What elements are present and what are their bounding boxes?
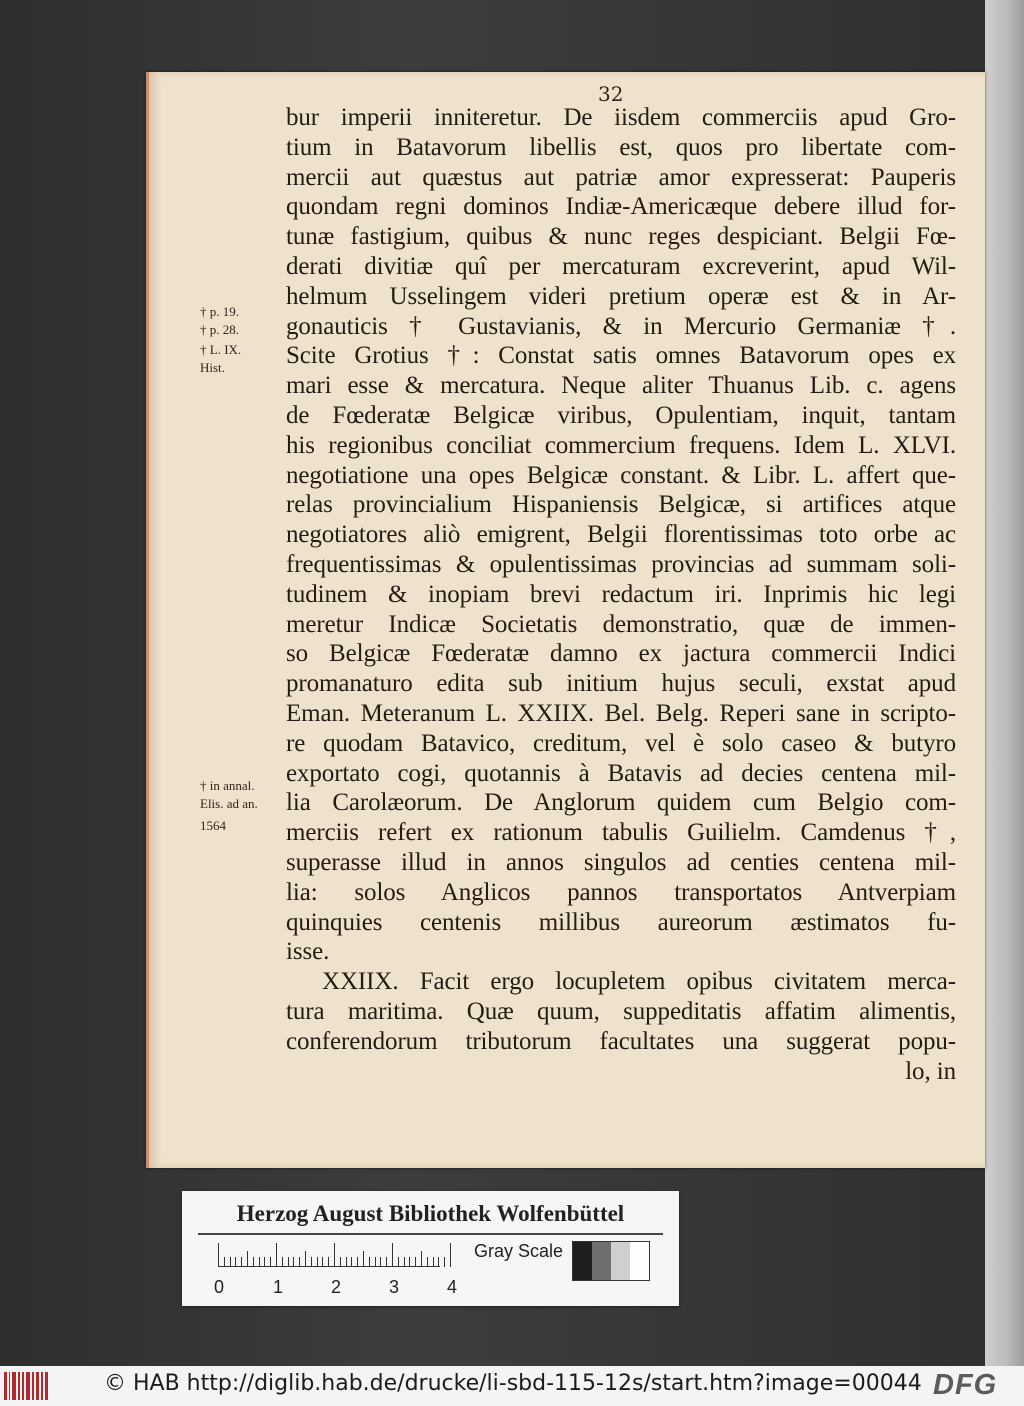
ruler-number-1: 1 xyxy=(273,1277,284,1297)
ruler-tick xyxy=(438,1257,439,1267)
ruler-tick xyxy=(305,1251,306,1267)
text-line: quondam regni dominos Indiæ-Americæque debere illud for- xyxy=(286,193,956,221)
text-line: XXIIX. Facit ergo locupletem opibus civitatem merca- xyxy=(322,968,956,996)
ruler-number-3: 3 xyxy=(389,1277,400,1297)
ruler-tick xyxy=(224,1257,225,1267)
ruler-tick xyxy=(235,1257,236,1267)
ruler-tick xyxy=(259,1257,260,1267)
text-line: bur imperii inniteretur. De iisdem commerciis apud Gro- xyxy=(286,104,956,131)
margin-note-5: † in annal. xyxy=(200,778,255,793)
ruler-tick xyxy=(282,1257,283,1267)
text-line: lia Carolæorum. De Anglorum quidem cum Belgio com- xyxy=(286,789,956,817)
text-line: tura maritima. Quæ quum, suppeditatis affatim alimentis, xyxy=(286,997,956,1025)
gray-swatch xyxy=(630,1242,649,1280)
ruler-tick xyxy=(398,1257,399,1267)
main-text-block xyxy=(286,103,956,1086)
text-line: re quodam Batavico, creditum, vel è solo caseo & butyro xyxy=(286,729,956,757)
text-line: his regionibus conciliat commercium frequens. Idem L. XLVI. xyxy=(286,431,956,459)
barcode-logo-icon xyxy=(4,1372,48,1400)
ruler-tick xyxy=(369,1257,370,1267)
text-line: so Belgicæ Fœderatæ damno ex jactura commercii Indici xyxy=(286,640,956,668)
margin-note-4: Hist. xyxy=(200,360,225,375)
adjacent-page-edge xyxy=(985,0,1024,1366)
ruler-tick xyxy=(317,1257,318,1267)
text-line: Scite Grotius †: Constat satis omnes Batavorum opes ex xyxy=(286,342,956,370)
text-line: mercii aut quæstus aut patriæ amor expresserat: Pauperis xyxy=(286,163,956,191)
text-line: tudinem & inopiam brevi redactum iri. Inprimis hic legi xyxy=(286,580,956,608)
text-line: promanaturo edita sub initium hujus seculi, exstat apud xyxy=(286,670,956,698)
ruler-tick xyxy=(230,1257,231,1267)
ruler-tick xyxy=(386,1257,387,1267)
ruler-tick xyxy=(270,1257,271,1267)
text-line: quinquies centenis millibus aureorum æstimatos fu- xyxy=(286,908,956,936)
ruler-tick xyxy=(433,1257,434,1267)
ruler-tick xyxy=(415,1257,416,1267)
ruler-tick xyxy=(363,1251,364,1267)
ruler-tick xyxy=(380,1257,381,1267)
color-calibration-card xyxy=(182,1191,679,1306)
gray-swatch xyxy=(573,1242,592,1280)
ruler-tick xyxy=(427,1257,428,1267)
text-line: negotiatores aliò emigrent, Belgii florentissimas toto orbe ac xyxy=(286,521,956,549)
text-line: exportato cogi, quotannis à Batavis ad decies centena mil- xyxy=(286,759,956,787)
gray-swatch xyxy=(592,1242,611,1280)
text-line: gonauticis † Gustavianis, & in Mercurio Germaniæ †. xyxy=(286,312,956,340)
ruler-tick xyxy=(328,1257,329,1267)
ruler-tick xyxy=(218,1243,219,1267)
text-line: relas provincialium Hispaniensis Belgicæ, si artifices atque xyxy=(286,491,956,519)
text-line: derati divitiæ quî per mercaturam excreverint, apud Wil- xyxy=(286,252,956,280)
ruler-tick xyxy=(375,1257,376,1267)
ruler-number-0: 0 xyxy=(214,1277,225,1297)
ruler-tick xyxy=(322,1257,323,1267)
ruler-tick xyxy=(288,1257,289,1267)
ruler-tick xyxy=(346,1257,347,1267)
text-line: meretur Indicæ Societatis demonstratio, quæ de immen- xyxy=(286,610,956,638)
text-line: mari esse & mercatura. Neque aliter Thuanus Lib. c. agens xyxy=(286,372,956,400)
library-name: Herzog August Bibliothek Wolfenbüttel xyxy=(236,1201,625,1226)
text-line: de Fœderatæ Belgicæ viribus, Opulentiam, inquit, tantam xyxy=(286,401,956,429)
text-line: helmum Usselingem videri pretium operæ est & in Ar- xyxy=(286,282,956,310)
ruler-number-2: 2 xyxy=(331,1277,342,1297)
gray-scale-swatches xyxy=(572,1241,650,1281)
ruler-tick xyxy=(450,1243,451,1267)
margin-note-7: 1564 xyxy=(200,818,226,833)
ruler-tick xyxy=(392,1243,393,1267)
ruler-tick xyxy=(421,1251,422,1267)
ruler-tick xyxy=(444,1257,445,1267)
ruler-tick xyxy=(276,1243,277,1267)
text-line: frequentissimas & opulentissimas provincias ad summam soli- xyxy=(286,550,956,578)
ruler-tick xyxy=(253,1257,254,1267)
text-line: superasse illud in annos singulos ad centies centena mil- xyxy=(286,848,956,876)
ruler-tick xyxy=(340,1257,341,1267)
card-divider xyxy=(198,1233,663,1235)
ruler-tick xyxy=(357,1257,358,1267)
text-line: conferendorum tributorum facultates una suggerat popu- xyxy=(286,1027,956,1055)
page-number: 32 xyxy=(598,82,624,106)
ruler-tick xyxy=(409,1257,410,1267)
text-line: negotiatione una opes Belgicæ constant. & Libr. L. affert que- xyxy=(286,461,956,489)
text-line: Eman. Meteranum L. XXIIX. Bel. Belg. Reperi sane in scripto- xyxy=(286,699,956,727)
text-line: isse. xyxy=(286,938,330,966)
footer-bar xyxy=(0,1366,1024,1406)
text-line: merciis refert ex rationum tabulis Guilielm. Camdenus †, xyxy=(286,819,956,847)
margin-note-6: Elis. ad an. xyxy=(200,796,258,811)
ruler-tick xyxy=(264,1257,265,1267)
source-url[interactable]: © HAB http://diglib.hab.de/drucke/li-sbd-115-12s/start.htm?image=00044 xyxy=(104,1371,922,1396)
ruler-tick xyxy=(311,1257,312,1267)
margin-note-2: † p. 28. xyxy=(200,322,239,337)
margin-note-1: † p. 19. xyxy=(200,304,239,319)
gray-swatch xyxy=(611,1242,630,1280)
text-line: tunæ fastigium, quibus & nunc reges despiciant. Belgii Fœ- xyxy=(286,223,956,251)
ruler-tick xyxy=(351,1257,352,1267)
dfg-logo: DFG xyxy=(933,1369,998,1401)
ruler-tick xyxy=(241,1257,242,1267)
text-line: tium in Batavorum libellis est, quos pro libertate com- xyxy=(286,133,956,161)
margin-note-3: † L. IX. xyxy=(200,342,242,357)
ruler-tick xyxy=(404,1257,405,1267)
ruler-tick xyxy=(293,1257,294,1267)
ruler-tick xyxy=(247,1251,248,1267)
ruler-number-4: 4 xyxy=(447,1277,458,1297)
gray-scale-label: Gray Scale xyxy=(474,1241,564,1261)
ruler-tick xyxy=(299,1257,300,1267)
text-line: lia: solos Anglicos pannos transportatos Antverpiam xyxy=(286,878,956,906)
text-line: lo, in xyxy=(905,1057,956,1085)
scale-ruler xyxy=(218,1243,440,1267)
ruler-tick xyxy=(334,1243,335,1267)
